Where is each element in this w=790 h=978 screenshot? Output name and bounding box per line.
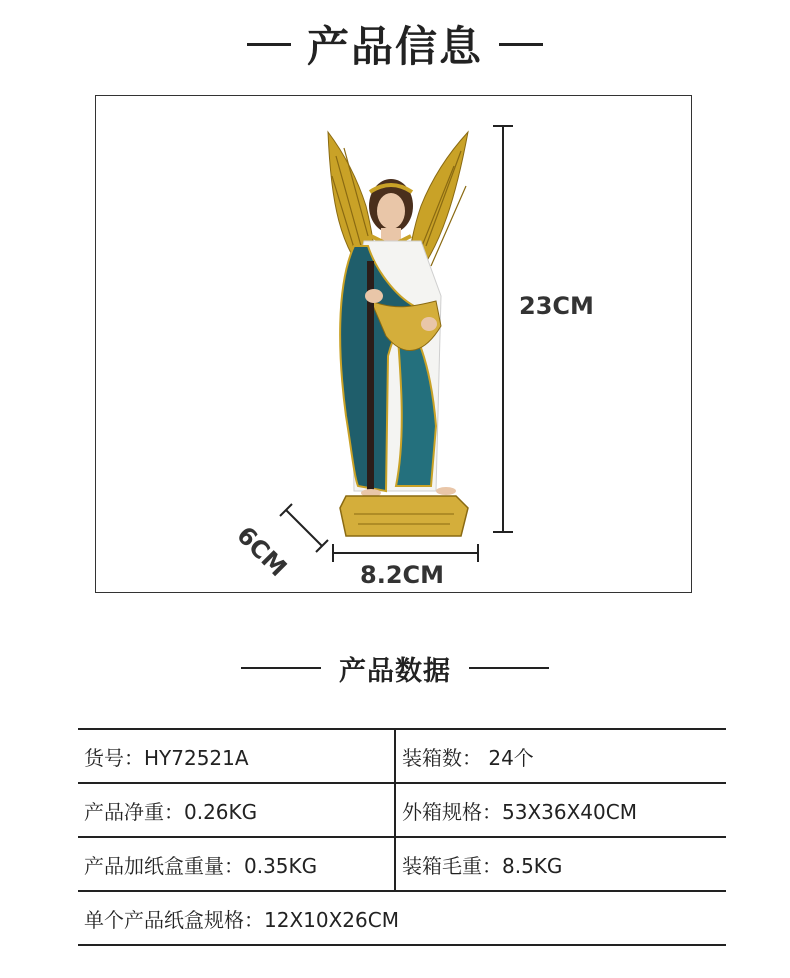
width-label: 8.2CM	[360, 561, 445, 589]
width-measure	[333, 544, 478, 562]
gold-base	[340, 496, 468, 536]
height-measure	[493, 126, 513, 532]
heading-line-left	[241, 667, 321, 669]
product-info-heading	[0, 16, 790, 72]
spec-item-number: 货号：HY72521A	[78, 729, 395, 783]
spec-table	[78, 728, 726, 946]
spec-carton-size: 外箱规格：53X36X40CM	[395, 783, 726, 837]
product-data-title: 产品数据	[339, 655, 451, 687]
table-row	[78, 837, 726, 891]
heading-dash-right	[499, 43, 543, 46]
table-row	[78, 891, 726, 945]
spec-gross-weight: 装箱毛重：8.5KG	[395, 837, 726, 891]
angel-statue-image	[96, 96, 693, 594]
table-row	[78, 783, 726, 837]
spec-net-weight: 产品净重：0.26KG	[78, 783, 395, 837]
heading-dash-left	[247, 43, 291, 46]
height-label: 23CM	[519, 292, 594, 320]
product-data-heading	[0, 646, 790, 690]
spec-pack-quantity: 装箱数： 24个	[395, 729, 726, 783]
spec-boxed-weight: 产品加纸盒重量：0.35KG	[78, 837, 395, 891]
product-photo-frame	[95, 95, 692, 593]
spec-single-box-size: 单个产品纸盒规格：12X10X26CM	[78, 891, 726, 945]
depth-label: 6CM	[231, 521, 293, 582]
product-info-title: 产品信息	[306, 22, 483, 71]
table-row	[78, 729, 726, 783]
heading-line-right	[469, 667, 549, 669]
depth-measure	[280, 504, 328, 552]
